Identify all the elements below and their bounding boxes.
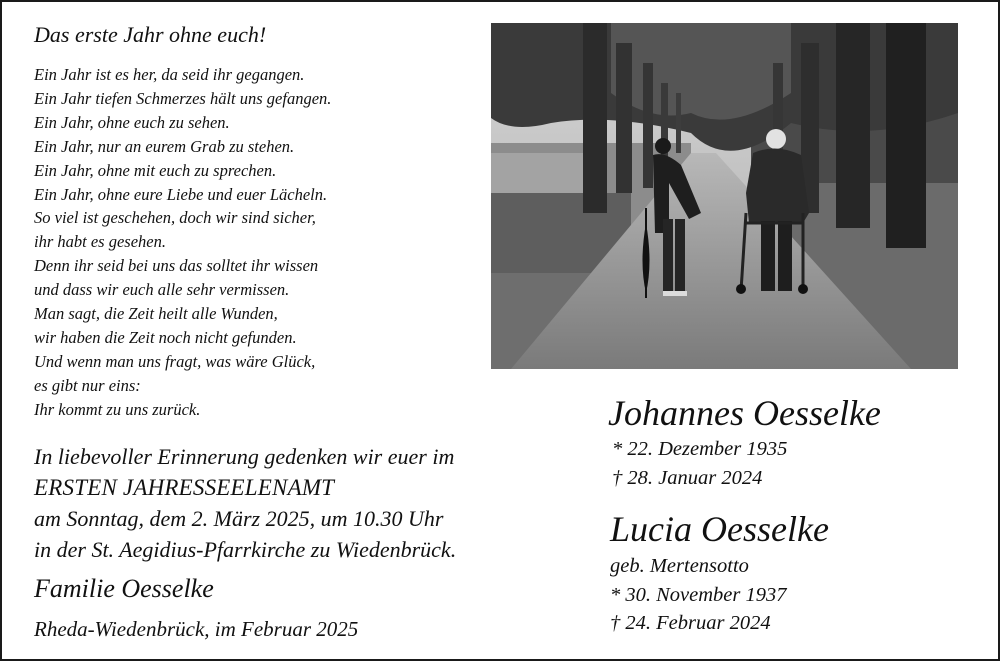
- person2-born: * 30. November 1937: [610, 583, 787, 606]
- person1-dates: [612, 435, 787, 492]
- poem: [34, 63, 331, 422]
- mass-title: ERSTEN JAHRESSEELENAMT: [34, 475, 335, 500]
- person1-name: Johannes Oesselke: [608, 393, 881, 433]
- memorial-location: in der St. Aegidius-Pfarrkirche zu Wiedenbrück.: [34, 537, 457, 562]
- poem-line: So viel ist geschehen, doch wir sind sicher,: [34, 208, 316, 228]
- memorial-notice: [34, 441, 456, 565]
- person2-died: † 24. Februar 2024: [610, 612, 771, 634]
- person2-details: [610, 552, 787, 638]
- couple-walking-photo: [491, 23, 958, 369]
- person2-maiden-name: geb. Mertensotto: [610, 555, 749, 577]
- poem-line: Ein Jahr, ohne eure Liebe und euer Lächeln.: [34, 184, 328, 204]
- person2-name: Lucia Oesselke: [610, 509, 829, 549]
- family-signature: Familie Oesselke: [34, 574, 214, 603]
- poem-line: es gibt nur eins:: [34, 375, 141, 395]
- poem-line: Denn ihr seid bei uns das solltet ihr wissen: [34, 256, 319, 276]
- poem-line: Man sagt, die Zeit heilt alle Wunden,: [34, 304, 278, 324]
- poem-line: Und wenn man uns fragt, was wäre Glück,: [34, 351, 316, 371]
- poem-line: und dass wir euch alle sehr vermissen.: [34, 280, 290, 300]
- poem-line: Ein Jahr, ohne mit euch zu sprechen.: [34, 160, 277, 180]
- heading: Das erste Jahr ohne euch!: [34, 22, 267, 47]
- poem-line: Ihr kommt zu uns zurück.: [34, 399, 201, 419]
- poem-line: Ein Jahr ist es her, da seid ihr gegangen.: [34, 65, 305, 84]
- poem-line: wir haben die Zeit noch nicht gefunden.: [34, 327, 297, 347]
- place-date: Rheda-Wiedenbrück, im Februar 2025: [34, 617, 359, 641]
- poem-line: ihr habt es gesehen.: [34, 232, 166, 252]
- memorial-date: am Sonntag, dem 2. März 2025, um 10.30 Uhr: [34, 506, 444, 531]
- poem-line: Ein Jahr tiefen Schmerzes hält uns gefangen.: [34, 88, 332, 108]
- poem-line: Ein Jahr, nur an eurem Grab zu stehen.: [34, 136, 295, 156]
- person1-born: * 22. Dezember 1935: [612, 438, 788, 460]
- person1-died: † 28. Januar 2024: [612, 466, 763, 489]
- poem-line: Ein Jahr, ohne euch zu sehen.: [34, 112, 230, 132]
- memorial-line: In liebevoller Erinnerung gedenken wir euer im: [34, 444, 455, 469]
